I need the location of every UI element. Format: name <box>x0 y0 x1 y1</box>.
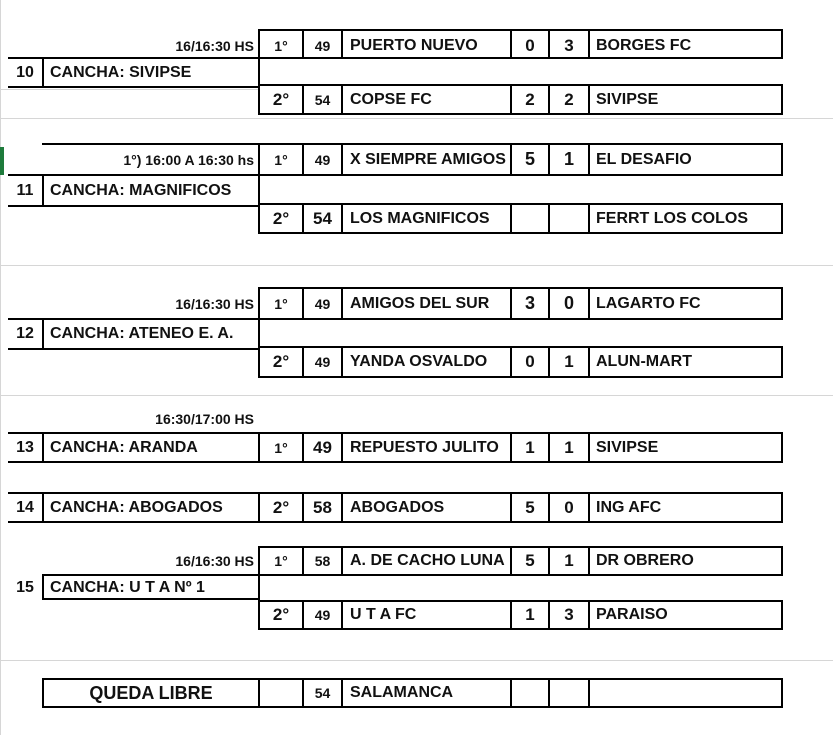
cell-border <box>781 203 783 234</box>
period: 2° <box>272 605 290 624</box>
home-team: U T A FC <box>350 606 417 623</box>
match-time: 16/16:30 HS <box>175 553 254 569</box>
period: 1° <box>274 295 288 312</box>
cell-border <box>341 203 343 234</box>
home-score: 3 <box>524 293 535 313</box>
match-number: 10 <box>16 63 34 81</box>
cell-border <box>588 346 590 378</box>
match-time: 16/16:30 HS <box>175 295 254 312</box>
category: 49 <box>314 354 331 370</box>
home-team: REPUESTO JULITO <box>350 438 499 456</box>
home-team: X SIEMPRE AMIGOS <box>350 150 506 168</box>
sheet-gridline <box>0 660 833 661</box>
cell-border <box>258 628 783 630</box>
cell-border <box>341 287 343 320</box>
category: 58 <box>313 497 332 517</box>
cell-border <box>781 546 783 576</box>
cell-border <box>548 678 550 708</box>
cell-border <box>341 678 343 708</box>
cell-border <box>588 492 590 523</box>
cell-border <box>781 600 783 630</box>
cell-border <box>8 205 260 207</box>
away-score <box>550 205 588 232</box>
cell-border <box>781 678 783 708</box>
category: 49 <box>314 607 331 623</box>
match-time: 1°) 16:00 A 16:30 hs <box>123 151 254 168</box>
cell-border <box>588 432 590 463</box>
cancha-label: CANCHA: SIVIPSE <box>50 63 192 81</box>
category: 54 <box>314 685 331 701</box>
category: 49 <box>314 295 331 312</box>
home-team: YANDA OSVALDO <box>350 353 488 370</box>
cell-border <box>8 461 783 463</box>
cell-border <box>781 84 783 115</box>
cell-border <box>258 232 783 234</box>
match-time: 16/16:30 HS <box>175 38 254 54</box>
bye-team: SALAMANCA <box>350 684 454 701</box>
sheet-gridline <box>0 265 833 266</box>
cell-border <box>341 84 343 115</box>
cancha-label: CANCHA: ATENEO E. A. <box>50 325 234 342</box>
away-team: ING AFC <box>596 498 662 516</box>
cancha-label: CANCHA: U T A Nº 1 <box>50 579 205 596</box>
period: 1° <box>274 553 288 569</box>
home-score <box>512 205 548 232</box>
home-team: AMIGOS DEL SUR <box>350 294 490 312</box>
home-score: 5 <box>525 497 535 517</box>
cell-border <box>8 86 260 88</box>
home-team: COPSE FC <box>350 90 432 108</box>
away-score: 3 <box>564 605 574 624</box>
cell-border <box>42 492 44 523</box>
sheet-gridline <box>0 89 260 90</box>
away-score: 1 <box>564 352 574 371</box>
cell-border <box>8 348 260 350</box>
away-score: 3 <box>564 36 574 55</box>
away-team: LAGARTO FC <box>596 294 701 312</box>
away-score: 2 <box>564 89 574 109</box>
cell-border <box>258 678 260 708</box>
row-selection-marker <box>0 147 4 175</box>
away-team: EL DESAFIO <box>596 150 692 168</box>
away-team: PARAISO <box>596 606 668 623</box>
sheet-gridline <box>0 395 833 396</box>
match-number: 15 <box>16 579 34 596</box>
cancha-label: CANCHA: ABOGADOS <box>50 498 223 516</box>
cell-border <box>341 143 343 176</box>
cell-border <box>588 143 590 176</box>
away-team: BORGES FC <box>596 37 692 54</box>
cell-border <box>588 287 590 320</box>
cell-border <box>341 600 343 630</box>
cell-border <box>341 29 343 59</box>
cell-border <box>341 432 343 463</box>
away-score: 1 <box>564 437 574 457</box>
home-score: 0 <box>525 36 535 55</box>
category: 49 <box>313 437 332 457</box>
cell-border <box>42 320 44 350</box>
home-score: 5 <box>524 149 535 169</box>
match-number: 11 <box>16 181 34 199</box>
cell-border <box>42 706 783 708</box>
cell-border <box>42 432 44 463</box>
cell-border <box>341 546 343 576</box>
home-team: A. DE CACHO LUNA <box>350 552 505 569</box>
cell-border <box>258 376 783 378</box>
cell-border <box>588 29 590 59</box>
home-team: LOS MAGNIFICOS <box>350 209 490 227</box>
category: 54 <box>314 91 331 108</box>
cell-border <box>258 113 783 115</box>
period: 1° <box>274 151 288 168</box>
home-score: 5 <box>525 551 535 570</box>
home-score: 2 <box>525 89 535 109</box>
cell-border <box>781 287 783 320</box>
cell-border <box>258 576 260 600</box>
away-team: ALUN-MART <box>596 353 692 370</box>
home-score: 0 <box>525 352 535 371</box>
cell-border <box>42 176 44 207</box>
category: 49 <box>314 151 331 168</box>
cell-border <box>588 203 590 234</box>
category: 54 <box>313 208 332 228</box>
cancha-label: CANCHA: ARANDA <box>50 438 198 456</box>
cell-border <box>781 143 783 176</box>
cell-border <box>510 678 512 708</box>
cancha-label: CANCHA: MAGNIFICOS <box>50 181 232 199</box>
cell-border <box>42 576 44 600</box>
cell-border <box>781 29 783 59</box>
category: 58 <box>314 553 331 569</box>
sheet-gridline <box>0 118 833 119</box>
period: 2° <box>272 89 290 109</box>
home-team: ABOGADOS <box>350 498 445 516</box>
match-number: 13 <box>16 438 34 456</box>
cell-border <box>781 492 783 523</box>
match-number: 12 <box>16 325 34 342</box>
cell-border <box>781 346 783 378</box>
away-score: 0 <box>564 497 574 517</box>
sheet-gridline <box>0 0 1 735</box>
cell-border <box>8 521 783 523</box>
match-time: 16:30/17:00 HS <box>155 411 254 427</box>
period: 1° <box>274 439 288 456</box>
away-team: SIVIPSE <box>596 438 659 456</box>
away-team: DR OBRERO <box>596 552 694 569</box>
away-team: SIVIPSE <box>596 90 659 108</box>
cell-border <box>781 432 783 463</box>
cell-border <box>588 84 590 115</box>
period: 2° <box>272 208 290 228</box>
home-score: 1 <box>525 605 535 624</box>
away-score: 1 <box>564 551 574 570</box>
cell-border <box>341 492 343 523</box>
away-team: FERRT LOS COLOS <box>596 209 748 227</box>
category: 49 <box>314 38 331 54</box>
bye-label: QUEDA LIBRE <box>89 682 213 703</box>
away-score: 1 <box>563 149 574 169</box>
period: 2° <box>272 352 290 371</box>
home-team: PUERTO NUEVO <box>350 37 478 54</box>
cell-border <box>341 346 343 378</box>
cell-border <box>42 59 44 88</box>
cell-border <box>588 546 590 576</box>
cell-border <box>588 600 590 630</box>
cell-border <box>588 678 590 708</box>
period: 2° <box>272 497 290 517</box>
period: 1° <box>274 38 288 54</box>
away-score: 0 <box>563 293 574 313</box>
cell-border <box>258 29 783 31</box>
match-number: 14 <box>16 498 34 516</box>
home-score: 1 <box>525 437 535 457</box>
